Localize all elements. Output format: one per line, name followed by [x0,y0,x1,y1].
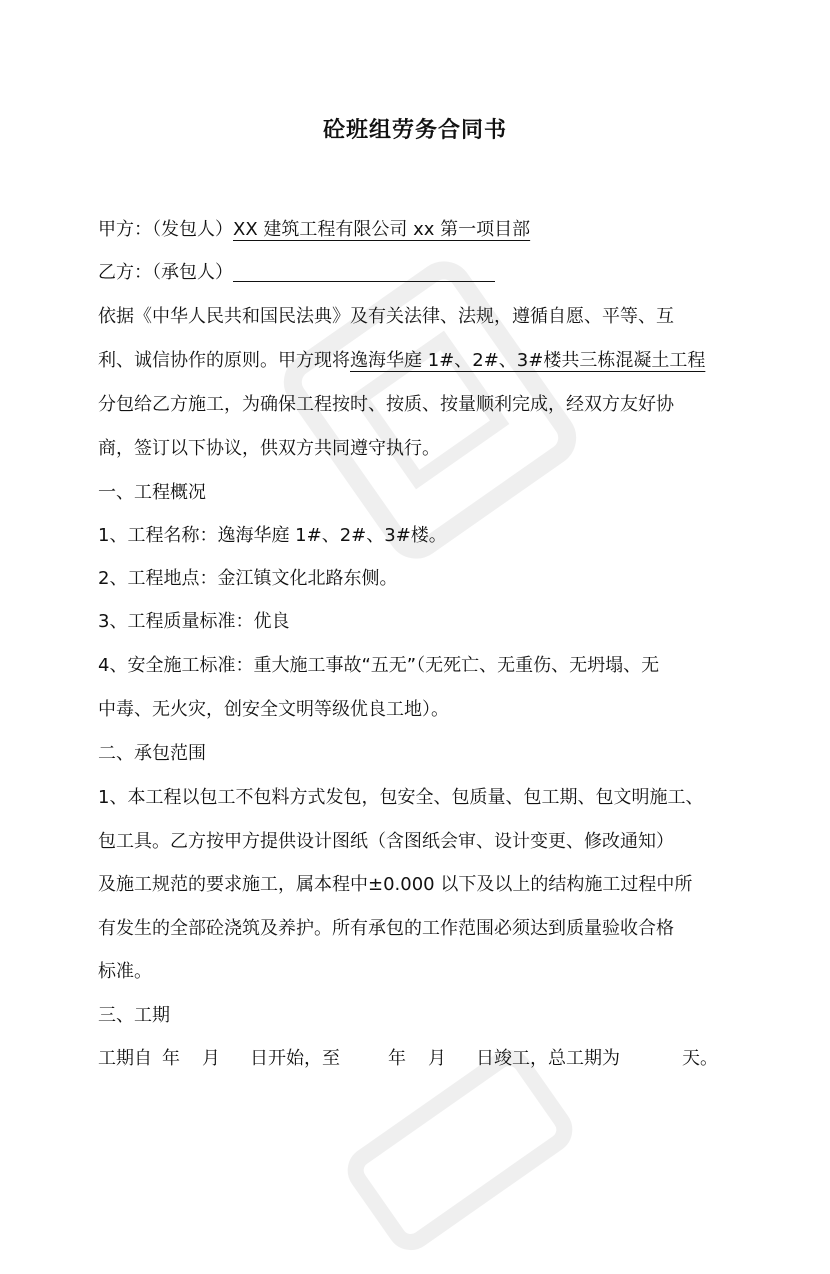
term-end-day-label: 日竣工，总工期为 [476,1048,620,1069]
section-3-heading: 三、工期 [98,1005,170,1026]
section-2-line-1: 1、本工程以包工不包料方式发包，包安全、包质量、包工期、包文明施工、 [98,787,704,808]
project-name: 逸海华庭 1#、2#、3#楼共三栋混凝土工程 [350,350,706,371]
party-b-label: 乙方：（承包人） [98,262,233,283]
section-1-item-4-line-1: 4、安全施工标准：重大施工事故“五无”（无死亡、无重伤、无坍塌、无 [98,655,660,676]
term-start-day-label: 日开始，至 [250,1048,340,1069]
term-start-month-label: 月 [202,1048,220,1069]
section-2-line-3: 及施工规范的要求施工，属本程中±0.000 以下及以上的结构施工过程中所 [98,874,693,895]
section-2-line-4: 有发生的全部砼浇筑及养护。所有承包的工作范围必须达到质量验收合格 [98,918,674,939]
term-start-label: 工期自 [98,1048,152,1069]
term-days-label: 天。 [682,1048,718,1069]
document-title: 砼班组劳务合同书 [322,118,507,143]
section-1-item-2: 2、工程地点：金江镇文化北路东侧。 [98,568,398,589]
preamble-line-2 [98,347,705,375]
preamble-line-2-prefix: 利、诚信协作的原则。甲方现将 [98,350,350,371]
section-1-item-1: 1、工程名称：逸海华庭 1#、2#、3#楼。 [98,525,447,546]
preamble-line-1: 依据《中华人民共和国民法典》及有关法律、法规，遵循自愿、平等、互 [98,306,674,327]
section-2-line-5: 标准。 [98,961,152,982]
party-a-label: 甲方：（发包人） [98,219,233,240]
section-1-heading: 一、工程概况 [98,482,206,503]
party-a-line [98,216,530,244]
section-1-item-3: 3、工程质量标准：优良 [98,611,290,632]
party-a-value: XX 建筑工程有限公司 xx 第一项目部 [233,219,531,240]
term-end-year-label: 年 [388,1048,406,1069]
term-end-month-label: 月 [428,1048,446,1069]
term-start-year-label: 年 [162,1048,180,1069]
preamble-line-4: 商，签订以下协议，供双方共同遵守执行。 [98,438,440,459]
preamble-line-3: 分包给乙方施工，为确保工程按时、按质、按量顺利完成，经双方友好协 [98,394,674,415]
section-2-heading: 二、承包范围 [98,743,206,764]
section-3-term-line [98,1045,718,1073]
party-b-blank [233,261,495,282]
party-b-line [98,259,495,287]
section-2-line-2: 包工具。乙方按甲方提供设计图纸（含图纸会审、设计变更、修改通知） [98,831,674,852]
section-1-item-4-line-2: 中毒、无火灾，创安全文明等级优良工地）。 [98,699,449,720]
